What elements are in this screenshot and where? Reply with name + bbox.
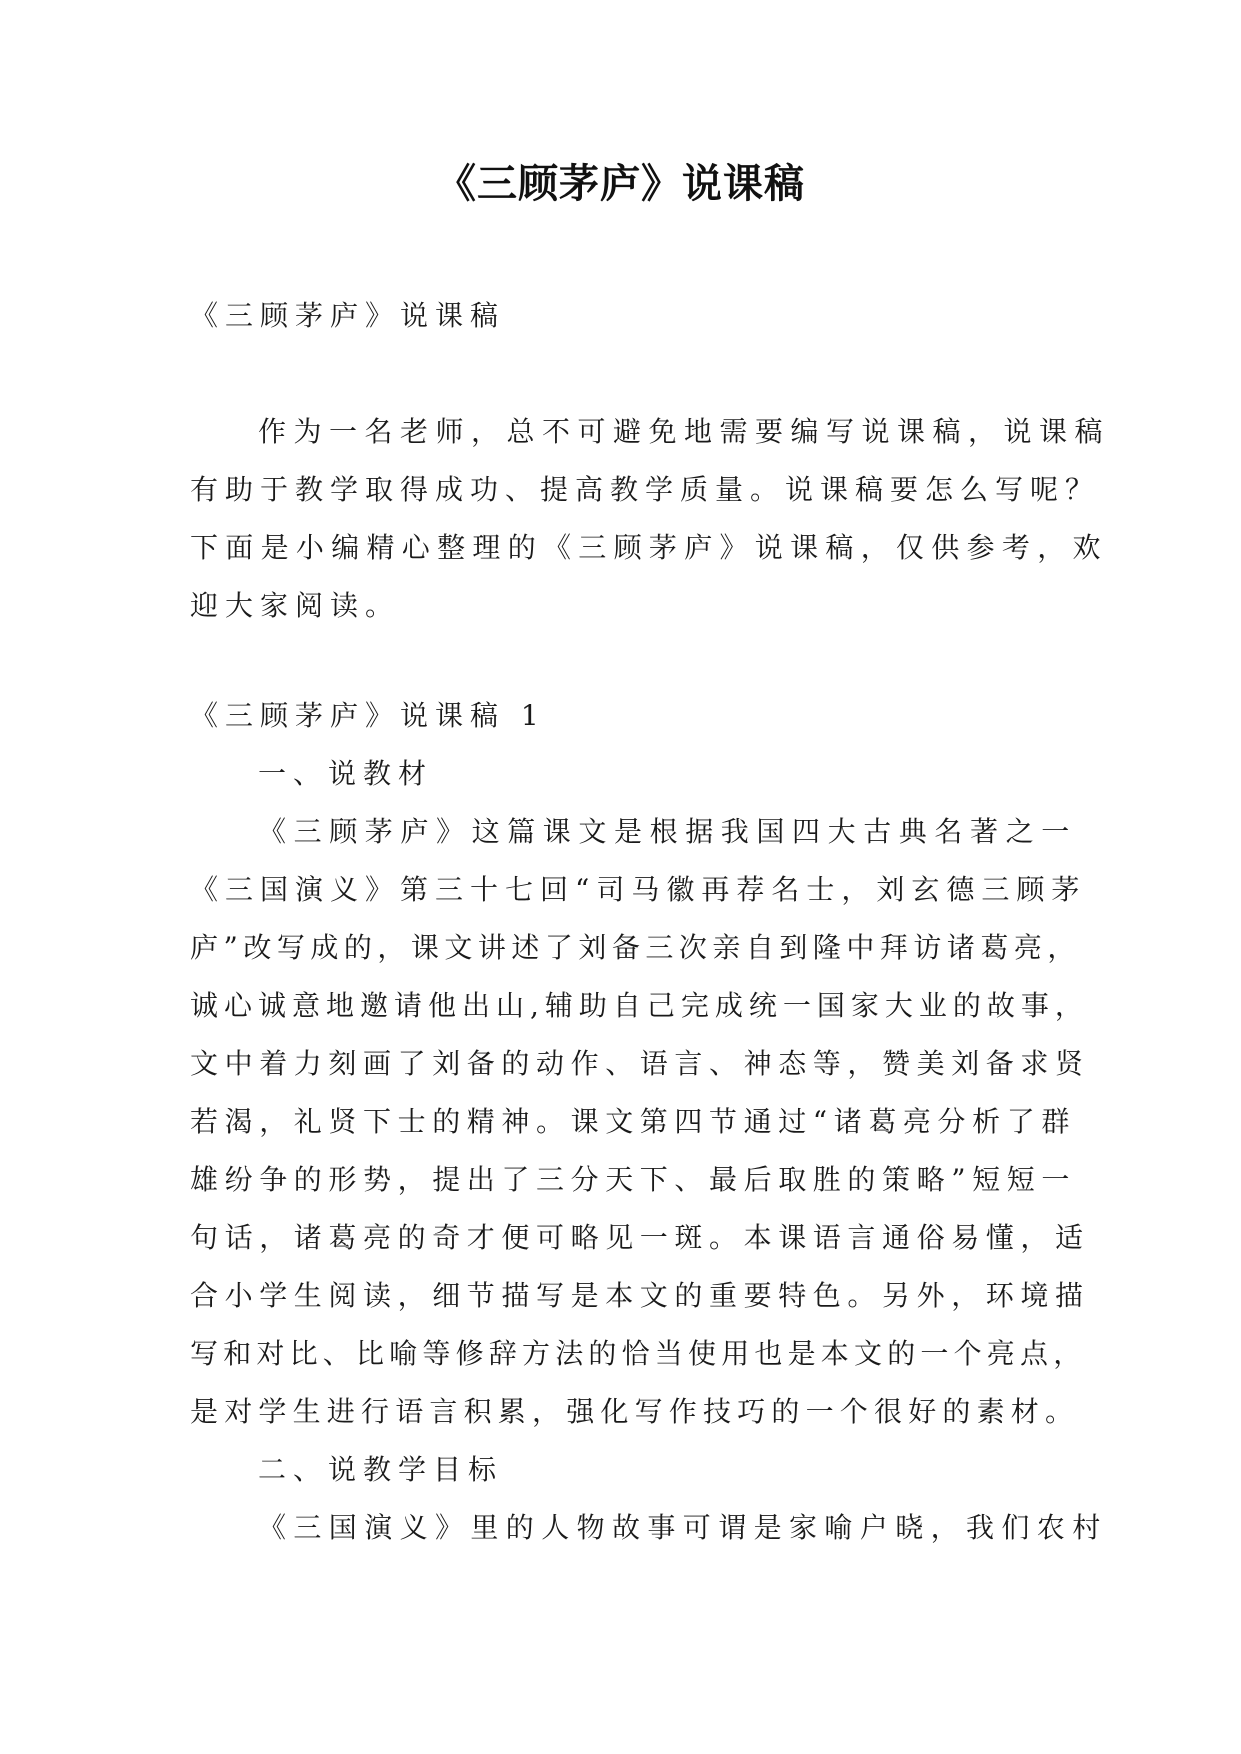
- document-title: 《三顾茅庐》说课稿: [436, 161, 805, 207]
- textbook-line-3: 庐”改写成的，课文讲述了刘备三次亲自到隆中拜访诸葛亮，: [190, 931, 1081, 964]
- textbook-line-1: 《三顾茅庐》这篇课文是根据我国四大古典名著之一: [258, 815, 1077, 848]
- textbook-line-11: 是对学生进行语言积累，强化写作技巧的一个很好的素材。: [190, 1395, 1080, 1428]
- textbook-line-6: 若渴，礼贤下士的精神。课文第四节通过“诸葛亮分析了群: [190, 1105, 1076, 1138]
- textbook-line-2: 《三国演义》第三十七回“司马徽再荐名士，刘玄德三顾茅: [190, 873, 1087, 906]
- intro-line-1: 作为一名老师，总不可避免地需要编写说课稿，说课稿: [258, 415, 1111, 448]
- goals-line-1: 《三国演义》里的人物故事可谓是家喻户晓，我们农村: [258, 1511, 1108, 1544]
- document-subtitle: 《三顾茅庐》说课稿: [190, 299, 506, 332]
- heading-textbook: 一、说教材: [258, 757, 434, 790]
- textbook-line-10: 写和对比、比喻等修辞方法的恰当使用也是本文的一个亮点，: [190, 1337, 1087, 1370]
- intro-line-2: 有助于教学取得成功、提高教学质量。说课稿要怎么写呢？: [190, 473, 1101, 506]
- intro-line-4: 迎大家阅读。: [190, 589, 401, 622]
- textbook-line-4: 诚心诚意地邀请他出山,辅助自己完成统一国家大业的故事，: [190, 989, 1089, 1022]
- intro-line-3: 下面是小编精心整理的《三顾茅庐》说课稿，仅供参考，欢: [190, 531, 1108, 564]
- section-heading: 《三顾茅庐》说课稿 1: [190, 699, 546, 732]
- textbook-line-8: 句话，诸葛亮的奇才便可略见一斑。本课语言通俗易懂，适: [190, 1221, 1090, 1254]
- textbook-line-5: 文中着力刻画了刘备的动作、语言、神态等，赞美刘备求贤: [190, 1047, 1090, 1080]
- textbook-line-9: 合小学生阅读，细节描写是本文的重要特色。另外，环境描: [190, 1279, 1090, 1312]
- textbook-line-7: 雄纷争的形势，提出了三分天下、最后取胜的策略”短短一: [190, 1163, 1076, 1196]
- heading-goals: 二、说教学目标: [258, 1453, 504, 1486]
